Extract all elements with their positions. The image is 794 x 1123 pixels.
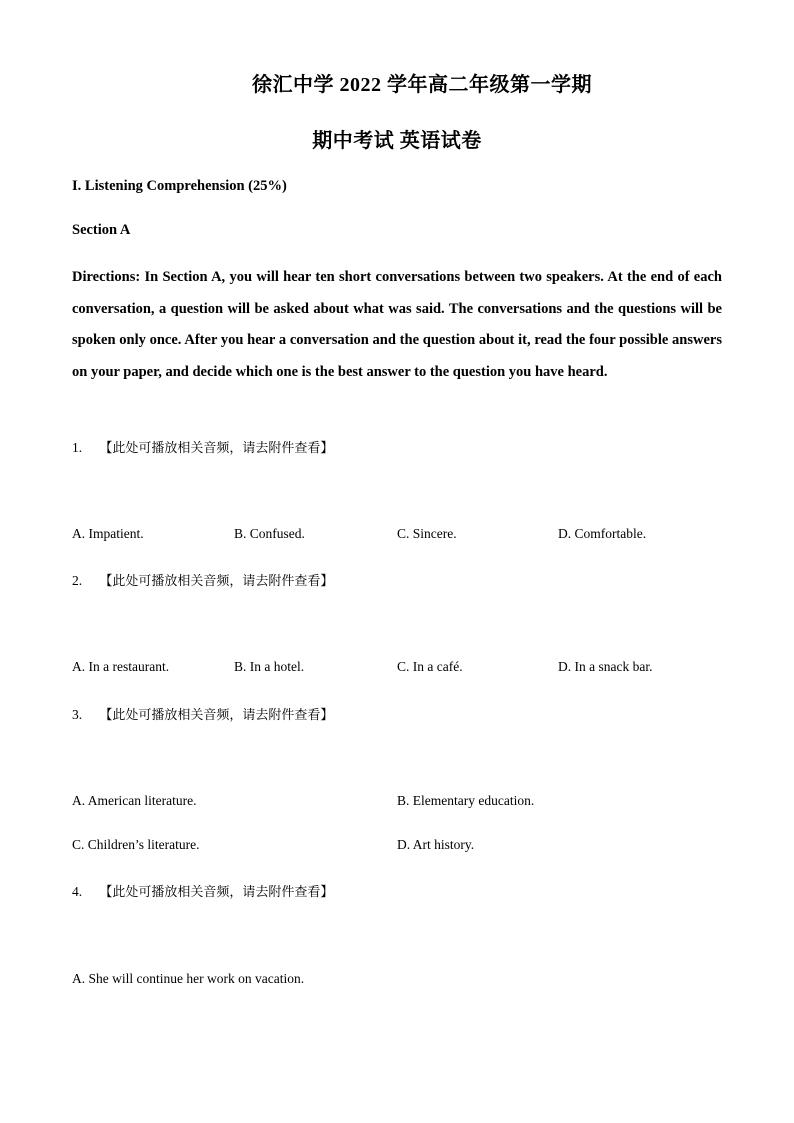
option-a: A. In a restaurant. <box>72 659 170 674</box>
option-b: B. In a hotel. <box>234 659 305 674</box>
exam-title: 徐汇中学 2022 学年高二年级第一学期 <box>252 74 592 96</box>
audio-note[interactable]: 【此处可播放相关音频，请去附件查看】 <box>99 885 334 900</box>
audio-note[interactable]: 【此处可播放相关音频，请去附件查看】 <box>99 708 334 723</box>
option-d: D. Comfortable. <box>558 526 647 541</box>
option-c: C. Sincere. <box>397 526 457 541</box>
question-2 <box>72 570 333 589</box>
audio-note[interactable]: 【此处可播放相关音频，请去附件查看】 <box>99 574 334 589</box>
option-a: A. American literature. <box>72 793 197 808</box>
option-c: C. In a café. <box>397 659 463 674</box>
option-c: C. Children’s literature. <box>72 837 200 852</box>
option-b: B. Confused. <box>234 526 305 541</box>
option-a: A. Impatient. <box>72 526 144 541</box>
directions-text: Directions: In Section A, you will hear ten short conversations between two speakers. At the end of each conversation, a question will be asked about what was said. The conversations and the questions will be spoken only once. After you hear a conversation and the question about it, read the four possible answers on your paper, and decide which one is the best answer to the question you have heard. <box>72 269 722 380</box>
question-1 <box>72 437 333 456</box>
option-b: B. Elementary education. <box>397 793 535 808</box>
question-number: 2. <box>72 573 83 588</box>
audio-note[interactable]: 【此处可播放相关音频，请去附件查看】 <box>99 441 334 456</box>
exam-subtitle: 期中考试 英语试卷 <box>312 130 482 152</box>
question-4 <box>72 881 333 900</box>
option-a: A. She will continue her work on vacation. <box>72 971 305 986</box>
question-number: 3. <box>72 707 83 722</box>
part-heading: I. Listening Comprehension (25%) <box>72 178 287 194</box>
option-d: D. Art history. <box>397 837 475 852</box>
question-number: 1. <box>72 440 83 455</box>
question-number: 4. <box>72 884 83 899</box>
section-a-heading: Section A <box>72 222 131 238</box>
question-3 <box>72 704 333 723</box>
option-d: D. In a snack bar. <box>558 659 653 674</box>
